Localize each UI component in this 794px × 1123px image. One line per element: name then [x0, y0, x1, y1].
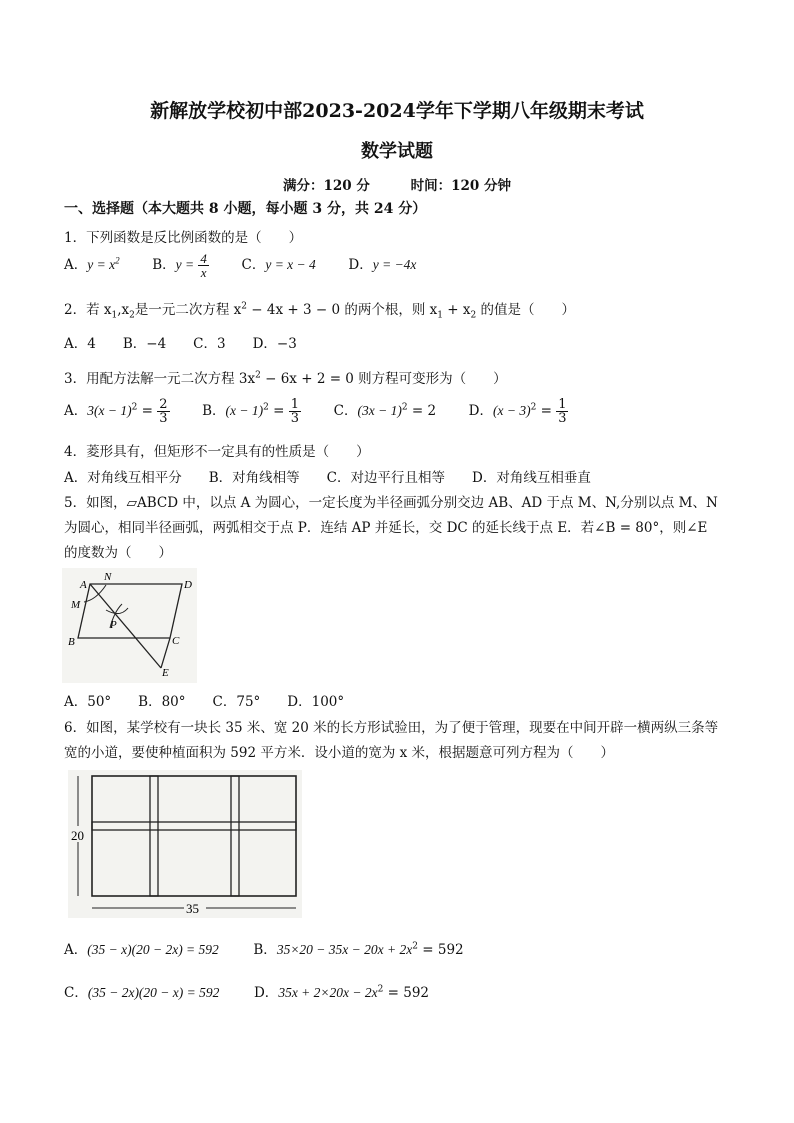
q2-stem-mid: 是一元二次方程 x — [134, 302, 242, 318]
q1-a-exp: 2 — [115, 255, 120, 266]
q3-c-post: = 2 — [407, 403, 437, 419]
q3-b-sup: 2 — [263, 402, 269, 413]
q1-a-label: A． — [64, 257, 88, 273]
q3-d-sup: 2 — [530, 402, 537, 413]
q1-c-label: C． — [241, 257, 266, 273]
exam-title: 新解放学校初中部2023-2024学年下学期八年级期末考试 — [150, 100, 644, 122]
q6-field-figure — [68, 770, 302, 918]
q6-width-label: 35 — [186, 901, 199, 916]
q3-b-fraction — [289, 398, 301, 425]
q2-sub2: 2 — [129, 310, 135, 321]
q3-a-label: A． — [64, 403, 88, 419]
q6-b-post: = 592 — [417, 942, 464, 958]
q5-line1: 5．如图，▱ABCD 中，以点 A 为圆心，一定长度为半径画弧分别交边 AB、AD 于点 M、N,分别以点 M、N — [64, 495, 718, 511]
exam-time: 时间：120 分钟 — [410, 178, 511, 194]
q2-stem-eq: − 4x + 3 − 0 的两个根，则 x — [247, 302, 438, 318]
q5-label-m: M — [71, 599, 81, 611]
q5-line2: 为圆心，相同半径画弧，两弧相交于点 P．连结 AP 并延长，交 DC 的延长线于点 E．若∠B = 80°，则∠E — [64, 520, 708, 536]
q3-a-den: 3 — [159, 411, 168, 426]
q2-stem-pre: 2．若 x — [64, 302, 112, 318]
q3-a-pre: 3(x − 1) — [87, 403, 132, 418]
q4-stem: 4．菱形具有，但矩形不一定具有的性质是（ ） — [64, 444, 370, 460]
q6-line2: 宽的小道，要使种植面积为 592 平方米．设小道的宽为 x 米，根据题意可列方程为（ ） — [64, 745, 615, 761]
q6-options-row1 — [64, 938, 464, 958]
q1-b-pre: y = — [175, 257, 195, 272]
q5-label-e: E — [162, 667, 169, 679]
q3-b-pre: (x − 1) — [225, 403, 264, 418]
q6-b-sup: 2 — [412, 941, 418, 952]
q6-options-row2 — [64, 981, 429, 1001]
q5-parallelogram-figure — [62, 568, 197, 683]
q1-b-fraction — [198, 252, 209, 279]
q3-b-den: 3 — [290, 411, 300, 426]
q3-options — [64, 398, 568, 425]
q3-d-num: 1 — [558, 397, 567, 412]
q3-b-eq: = — [268, 403, 285, 419]
q5-label-d: D — [184, 579, 192, 591]
q1-stem: 1．下列函数是反比例函数的是（ ） — [64, 230, 303, 246]
q2-stem-end: 的值是（ ） — [476, 302, 576, 318]
q2-sub1b: 1 — [437, 310, 444, 321]
q3-d-eq: = — [536, 403, 552, 419]
exam-subtitle: 数学试题 — [361, 141, 433, 162]
q1-c: y = x − 4 — [265, 257, 316, 272]
q5-line3: 的度数为（ ） — [64, 545, 172, 561]
q3-stem-pre: 3．用配方法解一元二次方程 3x — [64, 371, 256, 387]
q2-plus: + x — [443, 302, 471, 318]
q1-b-label: B． — [152, 257, 176, 273]
q3-b-num: 1 — [290, 397, 300, 412]
q3-d-pre: (x − 3) — [492, 403, 531, 418]
q5-label-p: P — [110, 619, 117, 631]
full-score: 满分：120 分 — [283, 178, 370, 194]
q3-d-fraction — [556, 398, 568, 425]
q3-sup: 2 — [255, 370, 261, 381]
q6-height-label: 20 — [71, 828, 84, 843]
q5-label-c: C — [172, 635, 180, 647]
q3-d-den: 3 — [558, 411, 567, 426]
section-heading: 一、选择题（本大题共 8 小题，每小题 3 分，共 24 分） — [64, 201, 427, 217]
q1-b-num: 4 — [200, 251, 207, 266]
exam-meta — [0, 174, 794, 194]
q2-sup: 2 — [241, 301, 248, 312]
q6-b-label: B． — [253, 942, 277, 958]
q3-a-num: 2 — [159, 397, 168, 412]
q3-c-label: C． — [333, 403, 358, 419]
q5-label-n: N — [104, 571, 112, 583]
q3-c-pre: (3x − 1) — [357, 403, 402, 418]
q1-d-label: D． — [348, 257, 373, 273]
q6-d-pre: 35x + 2×20x − 2x — [278, 985, 378, 1000]
q2-options: A．4 B．−4 C．3 D．−3 — [64, 336, 297, 352]
q5-options: A．50° B．80° C．75° D．100° — [64, 694, 345, 710]
q2-sub2b: 2 — [470, 310, 477, 321]
q6-a-label: A． — [64, 942, 88, 958]
q6-a: (35 − x)(20 − 2x) = 592 — [87, 942, 219, 957]
q1-d: y = −4x — [372, 257, 417, 272]
q3-c-sup: 2 — [401, 402, 408, 413]
q6-line1: 6．如图，某学校有一块长 35 米、宽 20 米的长方形试验田，为了便于管理，现要在中间开辟一横两纵三条等 — [64, 720, 719, 736]
q3-d-label: D． — [468, 403, 493, 419]
q1-b-den: x — [200, 265, 207, 280]
q6-d-label: D． — [253, 985, 279, 1001]
q2-sub1: 1 — [111, 310, 118, 321]
q3-a-fraction — [157, 398, 169, 425]
q2-stem — [64, 298, 575, 321]
q6-b-pre: 35×20 − 35x − 20x + 2x — [276, 942, 413, 957]
q6-d-post: = 592 — [383, 985, 430, 1001]
q3-stem-end: − 6x + 2 = 0 则方程可变形为（ ） — [260, 371, 507, 387]
q3-a-sup: 2 — [131, 402, 138, 413]
q2-comma: ,x — [117, 302, 130, 318]
q4-options: A．对角线互相平分 B．对角线相等 C．对边平行且相等 D．对角线互相垂直 — [64, 470, 591, 486]
q5-label-b: B — [68, 636, 75, 648]
q3-a-eq: = — [137, 403, 153, 419]
q3-stem — [64, 367, 507, 387]
q5-label-a: A — [80, 579, 87, 591]
q3-b-label: B． — [202, 403, 226, 419]
q6-d-sup: 2 — [377, 984, 384, 995]
q1-options — [64, 252, 416, 279]
q6-c: (35 − 2x)(20 − x) = 592 — [87, 985, 220, 1000]
q6-c-label: C． — [64, 985, 88, 1001]
q1-a: y = x — [87, 257, 116, 272]
